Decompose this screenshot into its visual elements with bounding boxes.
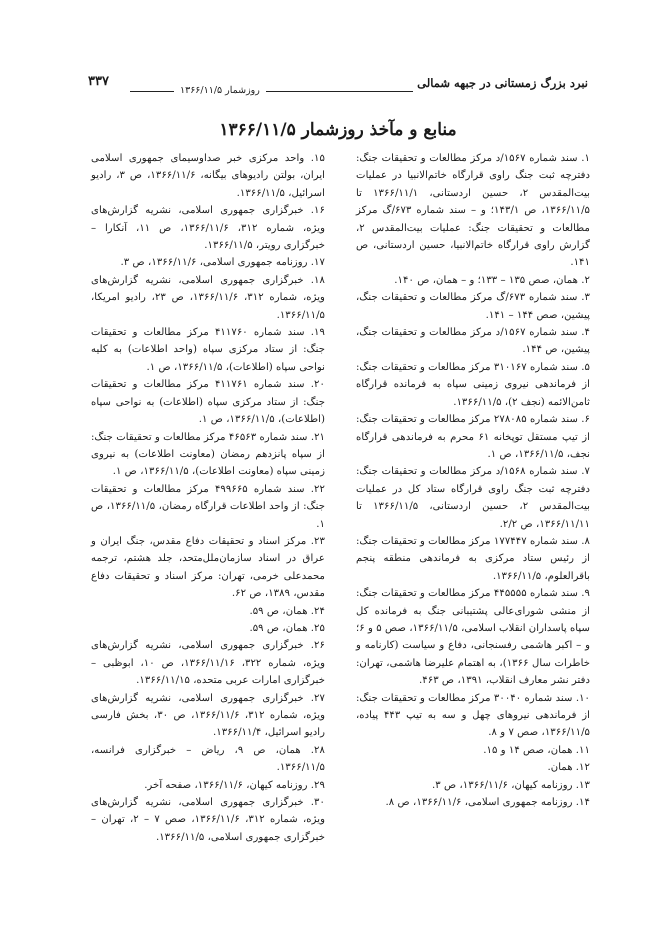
page-header — [88, 68, 588, 96]
book-title: نبرد بزرگ زمستانی در جبهه شمالی — [417, 76, 588, 90]
reference-item: ۵. سند شماره ۳۱۰۱۶۷ مرکز مطالعات و تحقیقات جنگ: از فرماندهی نیروی زمینی سپاه به فرمانده قرارگاه ثامن‌الائمه (نجف ۲)، ۱۳۶۶/۱۱/۵. — [356, 361, 591, 408]
reference-item: ۲۶. خبرگزاری جمهوری اسلامی، نشریه گزارش‌های ویژه، شماره ۳۲۲، ۱۳۶۶/۱۱/۱۶، ص ۱۰، ابوظبی – خبرگزاری امارات عربی متحده، ۱۳۶۶/۱۱/۱۵. — [91, 640, 325, 687]
reference-item: ۱۶. خبرگزاری جمهوری اسلامی، نشریه گزارش‌های ویژه، شماره ۳۱۲، ۱۳۶۶/۱۱/۶، ص ۱۱، آنکارا – خبرگزاری رویتر، ۱۳۶۶/۱۱/۵. — [91, 205, 326, 252]
reference-item: ۳. سند شماره ۶۷۳/گ مرکز مطالعات و تحقیقات جنگ، پیشین، صص ۱۴۴ – ۱۴۱. — [356, 292, 591, 321]
reference-item: ۲۲. سند شماره ۴۹۹۶۶۵ مرکز مطالعات و تحقیقات جنگ: از واحد اطلاعات قرارگاه رمضان، ۱۳۶۶/۱۱/۵، ص ۱. — [91, 483, 326, 530]
reference-item: ۲. همان، صص ۱۳۵ – ۱۳۳؛ و – همان، ص ۱۴۰. — [394, 274, 590, 286]
reference-item: ۱۵. واحد مرکزی خبر صداوسیمای جمهوری اسلامی ایران، بولتن رادیوهای بیگانه، ۱۳۶۶/۱۱/۶، ص ۳، رادیو اسرائیل، ۱۳۶۶/۱۱/۵. — [91, 153, 325, 199]
reference-item: ۱۳. روزنامه کیهان، ۱۳۶۶/۱۱/۶، ص ۳. — [431, 779, 590, 791]
left-column — [91, 150, 325, 846]
reference-item: ۱۲. همان. — [547, 762, 590, 774]
reference-item: ۲۹. روزنامه کیهان، ۱۳۶۶/۱۱/۶، صفحه آخر. — [144, 779, 325, 791]
reference-item: ۶. سند شماره ۲۷۸۰۸۵ مرکز مطالعات و تحقیقات جنگ: از تیپ مستقل توپخانه ۶۱ محرم به فرماندهی قرارگاه نجف، ۱۳۶۶/۱۱/۵، ص ۱. — [356, 414, 591, 460]
reference-item: ۱۰. سند شماره ۳۰۰۴۰ مرکز مطالعات و تحقیقات جنگ: از فرماندهی نیروهای چهل و سه به تیپ ۴۴۳ پیاده، ۱۳۶۶/۱۱/۵، صص ۷ و ۸. — [356, 692, 591, 739]
reference-item: ۱۸. خبرگزاری جمهوری اسلامی، نشریه گزارش‌های ویژه، شماره ۳۱۲، ۱۳۶۶/۱۱/۶، ص ۲۳، رادیو امریکا، ۱۳۶۶/۱۱/۵. — [91, 274, 325, 321]
reference-item: ۱. سند شماره ۱۵۶۷/د مرکز مطالعات و تحقیقات جنگ: دفترچه ثبت جنگ راوی قرارگاه خاتم‌الانبیا در عملیات بیت‌المقدس ۲، حسین اردستانی، ۱۳۶۶/۱۱/۱ تا ۱۳۶۶/۱۱/۵، ص ۱۴۳/۱؛ و – سند شماره ۶۷۳/گ مرکز مطالعات و تحقیقات جنگ: عملیات بیت‌المقدس ۲، گزارش راوی قرارگاه خاتم‌الانبیا، حسین اردستانی، ص ۱۴۱. — [356, 153, 590, 269]
reference-item: ۲۷. خبرگزاری جمهوری اسلامی، نشریه گزارش‌های ویژه، شماره ۳۱۲، ۱۳۶۶/۱۱/۶، ص ۳۰، بخش فارسی رادیو اسرائیل، ۱۳۶۶/۱۱/۴. — [91, 692, 325, 739]
right-column — [356, 150, 590, 811]
reference-item: ۸. سند شماره ۱۷۷۴۴۷ مرکز مطالعات و تحقیقات جنگ: از رئیس ستاد مرکزی به فرماندهی منطقه پنجم باقرالعلوم، ۱۳۶۶/۱۱/۵. — [356, 535, 591, 582]
reference-item: ۹. سند شماره ۴۴۵۵۵۵ مرکز مطالعات و تحقیقات جنگ: از منشی شورای‌عالی پشتیبانی جنگ به فرمانده کل سپاه پاسداران انقلاب اسلامی، ۱۳۶۶/۱۱/۵، صص ۵ و ۶؛ و – اکبر هاشمی رفسنجانی، دفاع و سیاست (کارنامه و خاطرات سال ۱۳۶۶)، به اهتمام علیرضا هاشمی، تهران: دفتر نشر معارف انقلاب، ۱۳۹۱، ص ۴۶۳. — [356, 588, 591, 687]
reference-item: ۱۴. روزنامه جمهوری اسلامی، ۱۳۶۶/۱۱/۶، ص ۸. — [385, 797, 590, 809]
reference-item: ۲۸. همان، ص ۹، ریاض – خبرگزاری فرانسه، ۱۳۶۶/۱۱/۵. — [91, 744, 325, 774]
reference-item: ۴. سند شماره ۱۵۶۷/د مرکز مطالعات و تحقیقات جنگ، پیشین، ص ۱۴۴. — [356, 327, 591, 356]
reference-item: ۳۰. خبرگزاری جمهوری اسلامی، نشریه گزارش‌های ویژه، شماره ۳۱۲، ۱۳۶۶/۱۱/۶، صص ۷ – ۲، تهران – خبرگزاری جمهوری اسلامی، ۱۳۶۶/۱۱/۵. — [91, 797, 326, 843]
reference-item: ۲۰. سند شماره ۴۱۱۷۶۱ مرکز مطالعات و تحقیقات جنگ: از ستاد مرکزی سپاه (اطلاعات) به نواحی سپاه (اطلاعات)، ۱۳۶۶/۱۱/۵، ص ۱. — [91, 379, 325, 426]
page-number: ۳۳۷ — [88, 74, 109, 89]
running-head: روزشمار ۱۳۶۶/۱۱/۵ — [174, 85, 266, 96]
reference-item: ۱۷. روزنامه جمهوری اسلامی، ۱۳۶۶/۱۱/۶، ص ۳. — [120, 257, 325, 269]
reference-item: ۲۱. سند شماره ۴۶۵۶۳ مرکز مطالعات و تحقیقات جنگ: از سپاه پانزدهم رمضان (معاونت اطلاعات) به نیروی زمینی سپاه (معاونت اطلاعات)، ۱۳۶۶/۱۱/۵، ص ۱. — [91, 431, 326, 478]
reference-item: ۲۴. همان، ص ۵۹. — [249, 605, 325, 617]
reference-item: ۲۵. همان، ص ۵۹. — [249, 622, 325, 634]
reference-item: ۲۳. مرکز اسناد و تحقیقات دفاع مقدس، جنگ ایران و عراق در اسناد سازمان‌ملل‌متحد، جلد هشتم، ترجمه محمدعلی خرمی، تهران: مرکز اسناد و تحقیقات دفاع مقدس، ۱۳۸۹، ص ۶۲. — [91, 535, 325, 600]
page-title: منابع و مآخذ روزشمار ۱۳۶۶/۱۱/۵ — [219, 120, 457, 140]
reference-item: ۱۱. همان، صص ۱۴ و ۱۵. — [483, 744, 590, 756]
header-rule — [130, 91, 413, 92]
reference-item: ۷. سند شماره ۱۵۶۸/د مرکز مطالعات و تحقیقات جنگ: دفترچه ثبت جنگ راوی قرارگاه ستاد کل در عملیات بیت‌المقدس ۲، حسین اردستانی، ۱۳۶۶/۱۱/۵ تا ۱۳۶۶/۱۱/۱۱، ص ۲/۲. — [356, 466, 590, 530]
reference-item: ۱۹. سند شماره ۴۱۱۷۶۰ مرکز مطالعات و تحقیقات جنگ: از ستاد مرکزی سپاه (واحد اطلاعات) به کلیه نواحی سپاه (اطلاعات)، ۱۳۶۶/۱۱/۵، ص ۱. — [91, 327, 325, 373]
